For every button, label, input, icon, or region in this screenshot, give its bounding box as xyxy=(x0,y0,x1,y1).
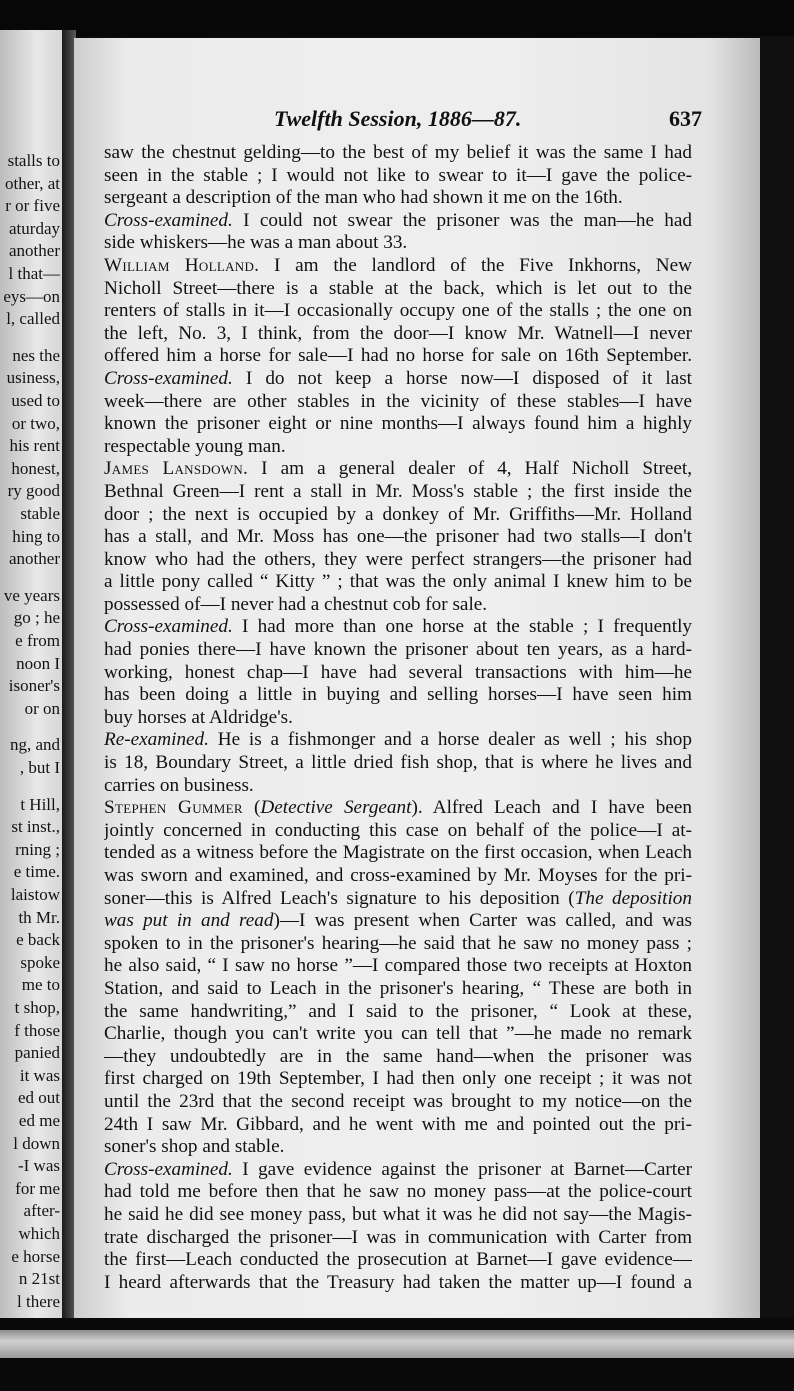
left-page-fragment: l that— xyxy=(8,264,60,283)
left-page-fragment: which xyxy=(18,1224,60,1243)
text-line xyxy=(104,1204,692,1227)
left-page-fragment: t Hill, xyxy=(20,794,60,814)
text-line xyxy=(104,142,692,165)
text-segment: offered him a horse for sale—I had no horse for sale on 16th September. xyxy=(104,345,692,367)
text-segment: I gave evidence against the prisoner at Barnet—Carter xyxy=(232,1158,692,1180)
text-segment: saw the chestnut gelding—to the best of my belief it was the same I had xyxy=(104,142,692,163)
text-segment: he also said, “ I saw no horse ”—I compared those two receipts at Hoxton xyxy=(104,955,692,977)
text-segment: possessed of—I never had a chestnut cob for sale. xyxy=(104,593,488,615)
italic-text: Cross-examined. xyxy=(104,616,233,638)
left-page-fragment: it was xyxy=(19,1065,60,1085)
text-line xyxy=(104,594,692,617)
text-line xyxy=(104,820,692,843)
text-line xyxy=(104,616,692,639)
left-page-fragment: stable xyxy=(20,504,60,523)
left-page-fragment: for me xyxy=(15,1178,60,1198)
text-segment: —they undoubtedly are in the same hand—when the prisoner was xyxy=(104,1045,692,1067)
text-segment: he said he did see money pass, but what it was he did not say—the Magis- xyxy=(104,1203,692,1225)
text-line xyxy=(104,526,692,549)
left-page-fragment: another xyxy=(9,241,60,261)
text-segment: spoken to in the prisoner's hearing—he said that he saw no money pass ; xyxy=(104,932,692,954)
left-page-fragment: f those xyxy=(14,1020,60,1040)
page-header xyxy=(74,106,764,136)
text-line xyxy=(104,165,692,188)
text-segment: ). Alfred Leach and I have been xyxy=(411,797,692,819)
text-segment: buy horses at Aldridge's. xyxy=(104,706,293,728)
text-line xyxy=(104,345,692,368)
left-page-fragment: after- xyxy=(23,1201,60,1221)
text-line xyxy=(104,662,692,685)
text-line xyxy=(104,549,692,572)
text-line xyxy=(104,391,692,414)
text-segment: a little pony called “ Kitty ” ; that was the only animal I knew him to be xyxy=(104,571,692,593)
text-segment: )—I was present when Carter was called, and was xyxy=(273,910,692,932)
text-segment: I could not swear the prisoner was the man—he had xyxy=(232,209,692,231)
text-line xyxy=(104,323,692,346)
italic-text: Cross-examined. xyxy=(104,209,233,231)
text-segment: working, honest chap—I have had several transactions with him—he xyxy=(104,661,692,683)
italic-text: Re-examined. xyxy=(104,729,209,751)
text-segment: side whiskers—he was a man about 33. xyxy=(104,232,408,254)
text-segment: Charlie, though you can't write you can tell that ”—he made no remark xyxy=(104,1023,692,1045)
left-page-fragment: e time. xyxy=(13,862,60,882)
text-segment: the left, No. 3, I think, from the door—I know Mr. Watnell—I never xyxy=(104,322,692,344)
left-page-fragment: th Mr. xyxy=(18,907,60,927)
scan-background-right xyxy=(760,36,794,1326)
text-line xyxy=(104,729,692,752)
text-segment: was sworn and examined, and cross-examined by Mr. Moyses for the pri- xyxy=(104,865,692,886)
witness-name: James Lansdown. xyxy=(104,458,249,480)
running-title: Twelfth Session, 1886—87. xyxy=(274,106,522,131)
text-line xyxy=(104,232,692,255)
page-number: 637 xyxy=(669,106,702,131)
text-line xyxy=(104,1068,692,1091)
text-line xyxy=(104,910,692,933)
text-segment: the same handwriting,” and I said to the prisoner, “ Look at these, xyxy=(104,1000,692,1022)
left-page-fragment: , but I xyxy=(19,758,60,777)
left-page-fragment: laistow xyxy=(10,885,60,904)
book-page xyxy=(74,38,764,1320)
left-page-fragment: n 21st xyxy=(18,1269,60,1289)
text-line xyxy=(104,571,692,594)
text-segment: tended as a witness before the Magistrate on the first occasion, when Leach xyxy=(104,842,692,864)
text-line xyxy=(104,278,692,301)
left-page-fragment: e horse xyxy=(11,1246,60,1266)
text-segment: I am the landlord of the Five Inkhorns, New xyxy=(259,254,692,276)
left-page-fragment: hing to xyxy=(12,526,60,546)
text-segment: renters of stalls in it—I occasionally occupy one of the stalls ; the one on xyxy=(104,300,692,322)
text-line xyxy=(104,888,692,911)
text-segment: known the prisoner eight or nine months—I always found him a highly xyxy=(104,413,692,435)
text-line xyxy=(104,1114,692,1137)
left-page-fragment: st inst., xyxy=(11,817,60,837)
text-line xyxy=(104,775,692,798)
text-line xyxy=(104,955,692,978)
text-segment: week—there are other stables in the vicinity of these stables—I have xyxy=(104,390,692,412)
left-page-fragment: panied xyxy=(14,1043,60,1063)
left-page-fragment: e from xyxy=(15,631,60,650)
text-line xyxy=(104,1046,692,1069)
left-page-fragment: rning ; xyxy=(15,839,60,859)
text-line xyxy=(104,1023,692,1046)
text-segment: sergeant a description of the man who had shown it me on the 16th. xyxy=(104,187,623,209)
text-segment: carries on business. xyxy=(104,774,254,796)
text-segment: 24th I saw Mr. Gibbard, and he went with me and pointed out the pri- xyxy=(104,1113,692,1135)
text-segment: I had more than one horse at the stable ; I frequently xyxy=(232,616,692,638)
text-segment: He is a fishmonger and a horse dealer as well ; his shop xyxy=(208,729,692,751)
left-page-fragment: eys—on xyxy=(3,286,60,306)
left-page-fragment: me to xyxy=(21,975,60,995)
text-line xyxy=(104,933,692,956)
text-segment: respectable young man. xyxy=(104,435,286,457)
left-page-fragment: go ; he xyxy=(13,608,60,628)
text-segment: door ; the next is occupied by a donkey of Mr. Griffiths—Mr. Holland xyxy=(104,503,692,525)
text-line xyxy=(104,1181,692,1204)
text-segment: has a stall, and Mr. Moss has one—the prisoner had two stalls—I don't xyxy=(104,526,692,548)
body-text xyxy=(104,142,692,1294)
text-line xyxy=(104,1159,692,1182)
text-segment: trate discharged the prisoner—I was in communication with Carter from xyxy=(104,1226,692,1248)
left-page-fragment: another xyxy=(9,549,60,569)
text-segment: the first—Leach conducted the prosecution at Barnet—I gave evidence— xyxy=(104,1249,692,1271)
italic-text: Cross-examined. xyxy=(104,1158,233,1180)
text-segment: Nicholl Street—there is a stable at the back, which is let out to the xyxy=(104,277,692,299)
italic-text: Detective Sergeant xyxy=(260,797,412,819)
text-segment: jointly concerned in conducting this case on behalf of the police—I at- xyxy=(104,819,692,841)
left-page-fragment: used to xyxy=(11,391,60,410)
left-page-fragment: isoner's xyxy=(8,676,60,696)
left-page-fragment: -I was xyxy=(17,1156,60,1176)
left-page-fragment: or two, xyxy=(11,413,60,433)
text-line xyxy=(104,481,692,504)
text-segment: soner—this is Alfred Leach's signature to his deposition ( xyxy=(104,887,575,909)
left-page-fragment: ng, and xyxy=(9,735,60,755)
text-line xyxy=(104,978,692,1001)
text-line xyxy=(104,255,692,278)
text-line xyxy=(104,707,692,730)
text-line xyxy=(104,187,692,210)
text-segment: know who had the others, they were perfect strangers—the prisoner had xyxy=(104,548,692,570)
left-page-fragment: spoke xyxy=(20,952,60,972)
text-segment: ( xyxy=(242,797,261,819)
text-line xyxy=(104,1091,692,1114)
text-line xyxy=(104,684,692,707)
text-line xyxy=(104,300,692,323)
left-page-fragment: stalls to xyxy=(7,151,60,170)
text-segment: I do not keep a horse now—I disposed of it last xyxy=(232,367,692,389)
left-facing-page xyxy=(0,30,62,1320)
left-page-fragment: ry good xyxy=(7,481,60,501)
left-page-fragment: ve years xyxy=(3,585,60,605)
text-segment: had told me before then that he saw no money pass—at the police-court xyxy=(104,1181,692,1203)
text-segment: I am a general dealer of 4, Half Nicholl Street, xyxy=(248,458,692,480)
left-page-fragment: honest, xyxy=(11,458,60,478)
italic-text: Cross-examined. xyxy=(104,367,233,389)
text-segment: soner's shop and stable. xyxy=(104,1136,285,1158)
left-page-fragment: his rent xyxy=(9,436,60,456)
text-line xyxy=(104,368,692,391)
text-segment: Station, and said to Leach in the prisoner's hearing, “ These are both in xyxy=(104,977,692,999)
left-page-fragment: r or five xyxy=(5,196,60,216)
text-line xyxy=(104,842,692,865)
text-line xyxy=(104,413,692,436)
left-page-fragment: ed me xyxy=(18,1111,60,1130)
italic-text: was put in and read xyxy=(104,910,274,932)
text-segment: had ponies there—I have known the prisoner about ten years, as a hard- xyxy=(104,639,692,661)
left-page-fragment: l there xyxy=(17,1291,60,1311)
left-page-fragment: usiness, xyxy=(6,368,60,388)
witness-name: Stephen Gummer xyxy=(104,797,243,819)
left-page-fragment: nes the xyxy=(12,345,60,365)
left-page-fragment: or on xyxy=(24,698,60,718)
left-page-fragment: other, at xyxy=(4,173,60,193)
left-page-fragment: ed out xyxy=(17,1088,60,1108)
text-line xyxy=(104,504,692,527)
scan-background-top xyxy=(0,0,794,36)
text-line xyxy=(104,752,692,775)
text-line xyxy=(104,210,692,233)
text-segment: is 18, Boundary Street, a little dried fish shop, that is where he lives and xyxy=(104,752,692,774)
left-page-fragment: t shop, xyxy=(14,998,60,1017)
text-line xyxy=(104,436,692,459)
text-segment: I heard afterwards that the Treasury had taken the matter up—I found a xyxy=(104,1271,692,1293)
text-line xyxy=(104,797,692,820)
text-line xyxy=(104,1136,692,1159)
witness-name: William Holland. xyxy=(104,254,260,276)
text-segment: until the 23rd that the second receipt was brought to my notice—on the xyxy=(104,1090,692,1112)
text-segment: Bethnal Green—I rent a stall in Mr. Moss's stable ; the first inside the xyxy=(104,480,692,502)
left-page-fragment: l, called xyxy=(6,309,60,329)
text-segment: seen in the stable ; I would not like to swear to it—I gave the police- xyxy=(104,164,692,186)
text-line xyxy=(104,458,692,481)
text-line xyxy=(104,1249,692,1272)
left-page-fragment: l down xyxy=(13,1133,60,1153)
italic-text: The deposition xyxy=(574,887,692,909)
left-page-fragment: aturday xyxy=(9,218,60,238)
text-line xyxy=(104,865,692,888)
left-page-fragment: noon I xyxy=(16,653,60,673)
text-line xyxy=(104,1272,692,1295)
left-page-fragment: e back xyxy=(16,930,60,950)
text-line xyxy=(104,1227,692,1250)
text-line xyxy=(104,1001,692,1024)
text-segment: first charged on 19th September, I had then only one receipt ; it was not xyxy=(104,1068,692,1090)
page-edge-strip xyxy=(0,1330,794,1358)
text-line xyxy=(104,639,692,662)
text-segment: has been doing a little in buying and selling horses—I have seen him xyxy=(104,684,692,706)
